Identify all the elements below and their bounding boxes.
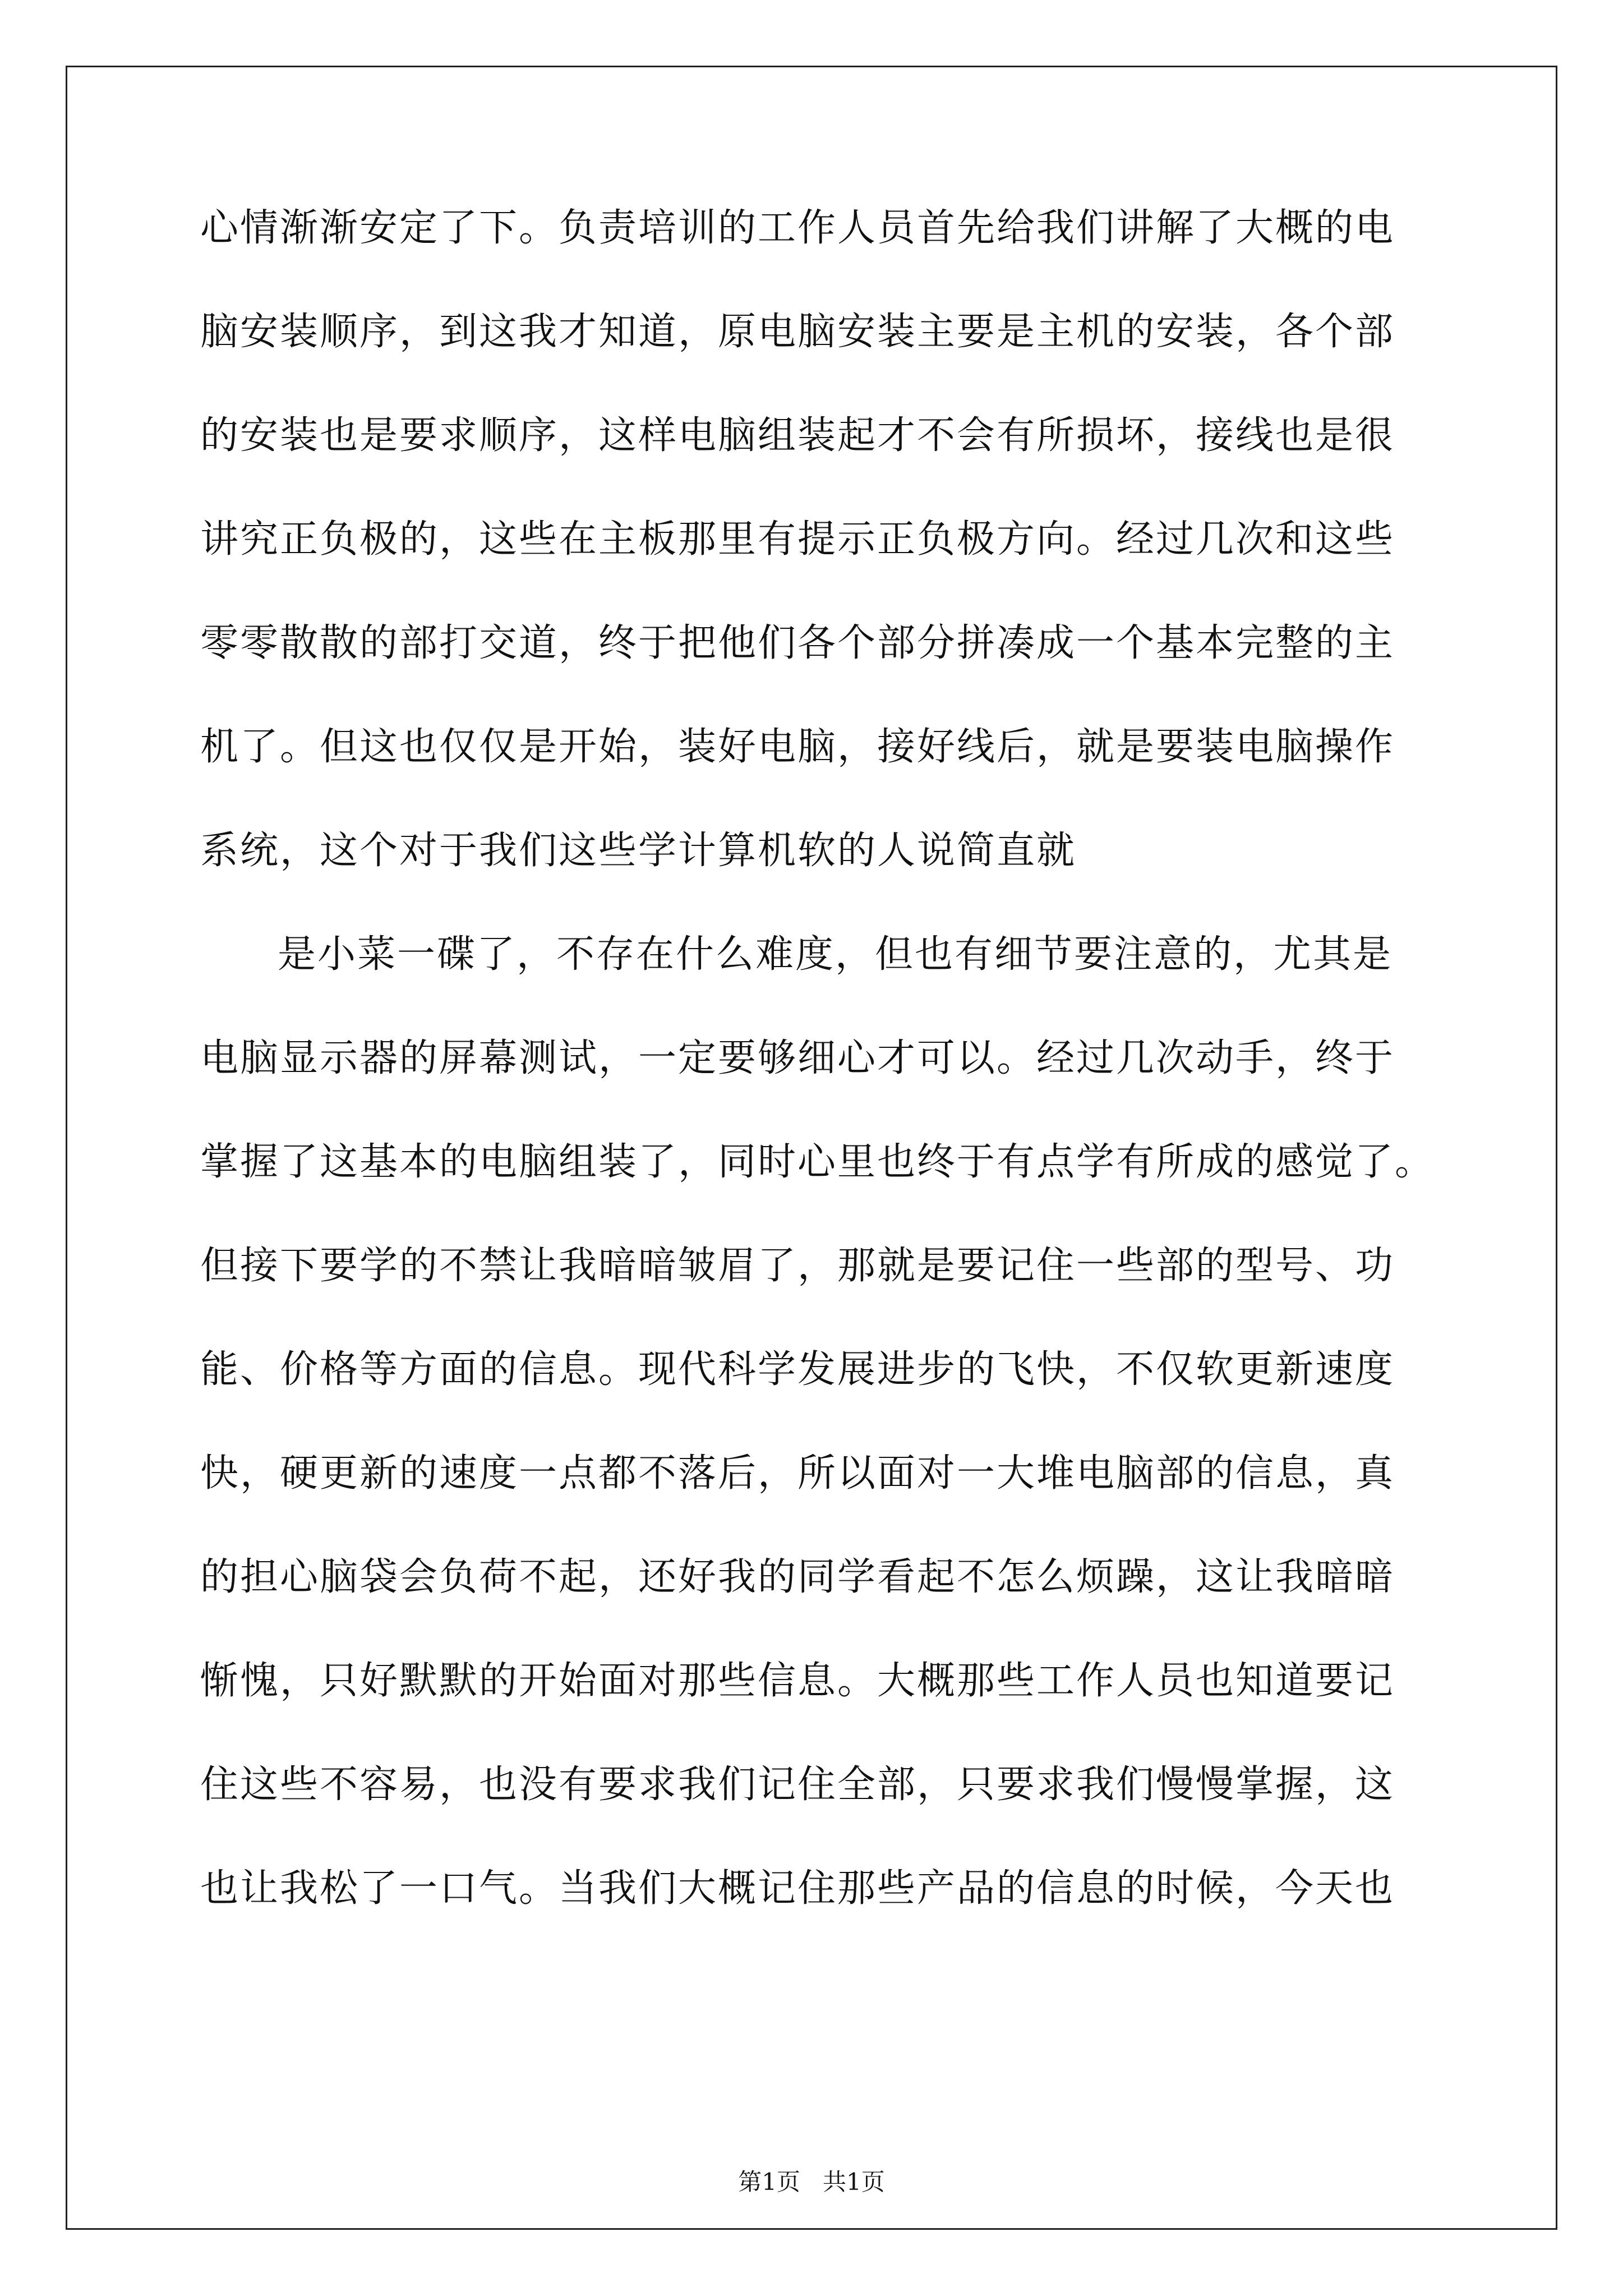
text-line: 的担心脑袋会负荷不起，还好我的同学看起不怎么烦躁，这让我暗暗	[200, 1555, 1395, 1599]
text-line: 惭愧，只好默默的开始面对那些信息。大概那些工作人员也知道要记	[200, 1659, 1395, 1703]
document-body	[200, 202, 1435, 1966]
paragraph-start-line: 是小菜一碟了，不存在什么难度，但也有细节要注意的，尤其是	[278, 932, 1393, 977]
text-line: 能、价格等方面的信息。现代科学发展进步的飞快，不仅软更新速度	[200, 1347, 1395, 1392]
text-line: 机了。但这也仅仅是开始，装好电脑，接好线后，就是要装电脑操作	[200, 725, 1395, 769]
text-line: 的安装也是要求顺序，这样电脑组装起才不会有所损坏，接线也是很	[200, 413, 1395, 458]
text-line: 住这些不容易，也没有要求我们记住全部，只要求我们慢慢掌握，这	[200, 1763, 1395, 1807]
page-number-footer: 第1页 共1页	[738, 2168, 885, 2196]
text-line: 快，硬更新的速度一点都不落后，所以面对一大堆电脑部的信息，真	[200, 1451, 1395, 1496]
text-line: 但接下要学的不禁让我暗暗皱眉了，那就是要记住一些部的型号、功	[200, 1244, 1395, 1288]
text-line: 也让我松了一口气。当我们大概记住那些产品的信息的时候，今天也	[200, 1866, 1395, 1911]
text-line: 脑安装顺序，到这我才知道，原电脑安装主要是主机的安装，各个部	[200, 310, 1395, 354]
text-line: 掌握了这基本的电脑组装了，同时心里也终于有点学有所成的感觉了。	[200, 1140, 1435, 1184]
text-line: 零零散散的部打交道，终于把他们各个部分拼凑成一个基本完整的主	[200, 621, 1395, 665]
text-line: 电脑显示器的屏幕测试，一定要够细心才可以。经过几次动手，终于	[200, 1036, 1395, 1080]
text-line: 讲究正负极的，这些在主板那里有提示正负极方向。经过几次和这些	[200, 517, 1395, 562]
text-line: 系统，这个对于我们这些学计算机软的人说简直就	[200, 829, 1077, 873]
text-line: 心情渐渐安定了下。负责培训的工作人员首先给我们讲解了大概的电	[200, 206, 1395, 250]
